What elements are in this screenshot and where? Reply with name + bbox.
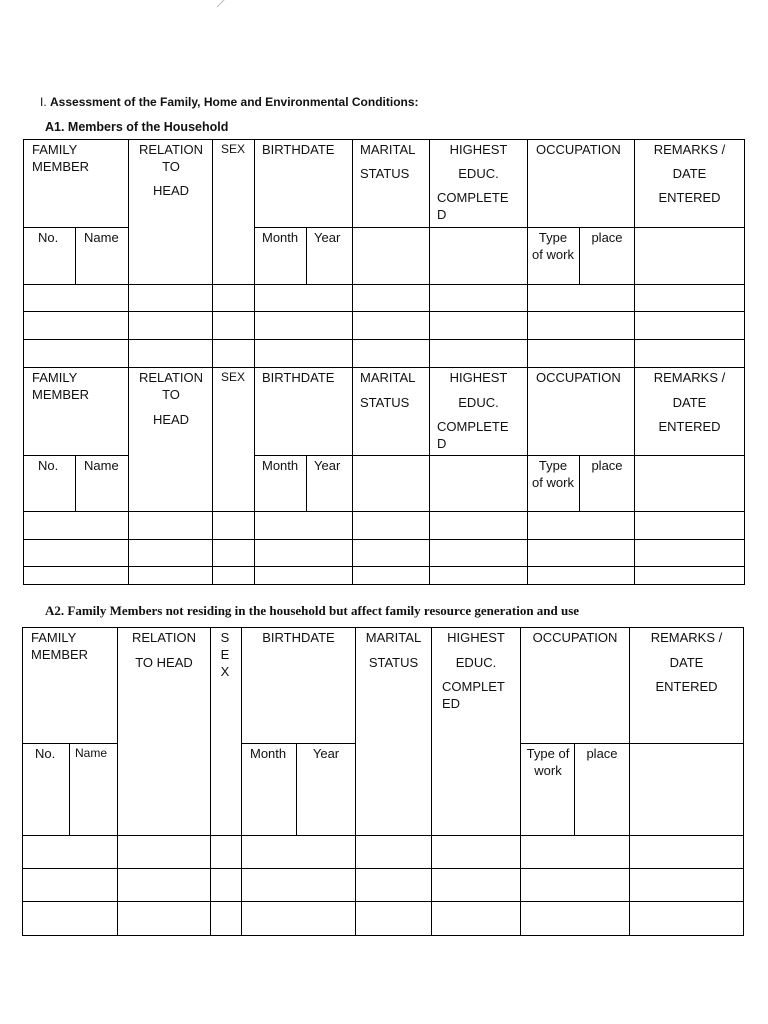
a1-header-year: Year xyxy=(314,230,341,245)
a1-title: A1. Members of the Household xyxy=(45,120,229,134)
a2-header-date: DATE xyxy=(669,655,704,670)
a2-header-occupation: OCCUPATION xyxy=(532,630,618,645)
a2-header-relation-head: TO HEAD xyxy=(135,655,193,670)
a2-title: A2. Family Members not residing in the household but affect family resource generation and use xyxy=(45,603,580,618)
a1-header-birthdate: BIRTHDATE xyxy=(262,142,335,157)
a2-header-relation: RELATION xyxy=(131,630,197,645)
a1-header-completed-2: COMPLETE D xyxy=(437,419,509,451)
a1-header-type-of-work: Type of work xyxy=(532,230,574,262)
a1-header-relation: RELATION TO xyxy=(138,142,204,174)
a1-header-marital-2: MARITAL xyxy=(360,370,416,385)
a2-header-remarks: REMARKS / xyxy=(650,630,723,645)
section-number: I. xyxy=(40,95,47,109)
a2-header-birthdate: BIRTHDATE xyxy=(262,630,335,645)
a1-header-entered-2: ENTERED xyxy=(658,419,721,434)
a1-header-type-of-work-2: Type of work xyxy=(532,458,574,490)
a1-header-place: place xyxy=(591,230,623,245)
a1-header-remarks-2: REMARKS / xyxy=(653,370,726,385)
a2-header-marital: MARITAL xyxy=(365,630,422,645)
a1-header-occupation: OCCUPATION xyxy=(536,142,621,157)
a1-header-marital: MARITAL xyxy=(360,142,416,157)
a1-header-relation-head: HEAD xyxy=(152,183,190,198)
a1-header-birthdate-2: BIRTHDATE xyxy=(262,370,335,385)
a1-header-sex-2: SEX xyxy=(220,370,245,384)
a1-header-family-member: FAMILY MEMBER xyxy=(32,142,90,174)
a1-header-no-2: No. xyxy=(38,458,59,473)
a2-header-family-member: FAMILY MEMBER xyxy=(31,630,89,662)
a2-header-name: Name xyxy=(75,746,108,760)
a1-header-no: No. xyxy=(38,230,59,245)
a1-header-relation-2: RELATION TO xyxy=(138,370,204,402)
a2-header-month: Month xyxy=(250,746,287,761)
a1-header-month: Month xyxy=(262,230,299,245)
a1-header-date: DATE xyxy=(672,166,707,181)
a1-header-date-2: DATE xyxy=(672,395,707,410)
a1-header-occupation-2: OCCUPATION xyxy=(536,370,621,385)
a2-header-highest: HIGHEST xyxy=(447,630,505,645)
a2-header-type-of-work: Type of work xyxy=(526,746,570,778)
a1-header-sex: SEX xyxy=(220,142,245,156)
a2-header-no: No. xyxy=(35,746,56,761)
a1-header-place-2: place xyxy=(591,458,623,473)
a1-header-month-2: Month xyxy=(262,458,299,473)
a2-header-completed: COMPLET ED xyxy=(442,679,505,711)
a1-header-name: Name xyxy=(84,230,119,245)
a1-header-highest-2: HIGHEST xyxy=(449,370,508,385)
a1-header-marital-status-2: STATUS xyxy=(360,395,410,410)
a1-header-marital-status: STATUS xyxy=(360,166,410,181)
a1-header-family-member-2: FAMILY MEMBER xyxy=(32,370,90,402)
a1-header-remarks: REMARKS / xyxy=(653,142,726,157)
a1-header-entered: ENTERED xyxy=(658,190,721,205)
a2-header-place: place xyxy=(586,746,618,761)
a1-header-relation-head-2: HEAD xyxy=(152,412,190,427)
section-title: Assessment of the Family, Home and Environmental Conditions: xyxy=(50,95,419,109)
a1-header-completed: COMPLETE D xyxy=(437,190,509,222)
a1-header-name-2: Name xyxy=(84,458,119,473)
a2-header-marital-status: STATUS xyxy=(368,655,419,670)
a1-header-year-2: Year xyxy=(314,458,341,473)
a1-header-educ-2: EDUC. xyxy=(458,395,499,410)
a1-header-highest: HIGHEST xyxy=(449,142,508,157)
a2-header-educ: EDUC. xyxy=(455,655,497,670)
a2-header-year: Year xyxy=(312,746,340,761)
a1-header-educ: EDUC. xyxy=(458,166,499,181)
a2-header-entered: ENTERED xyxy=(655,679,718,694)
a2-header-sex: S E X xyxy=(220,630,230,679)
